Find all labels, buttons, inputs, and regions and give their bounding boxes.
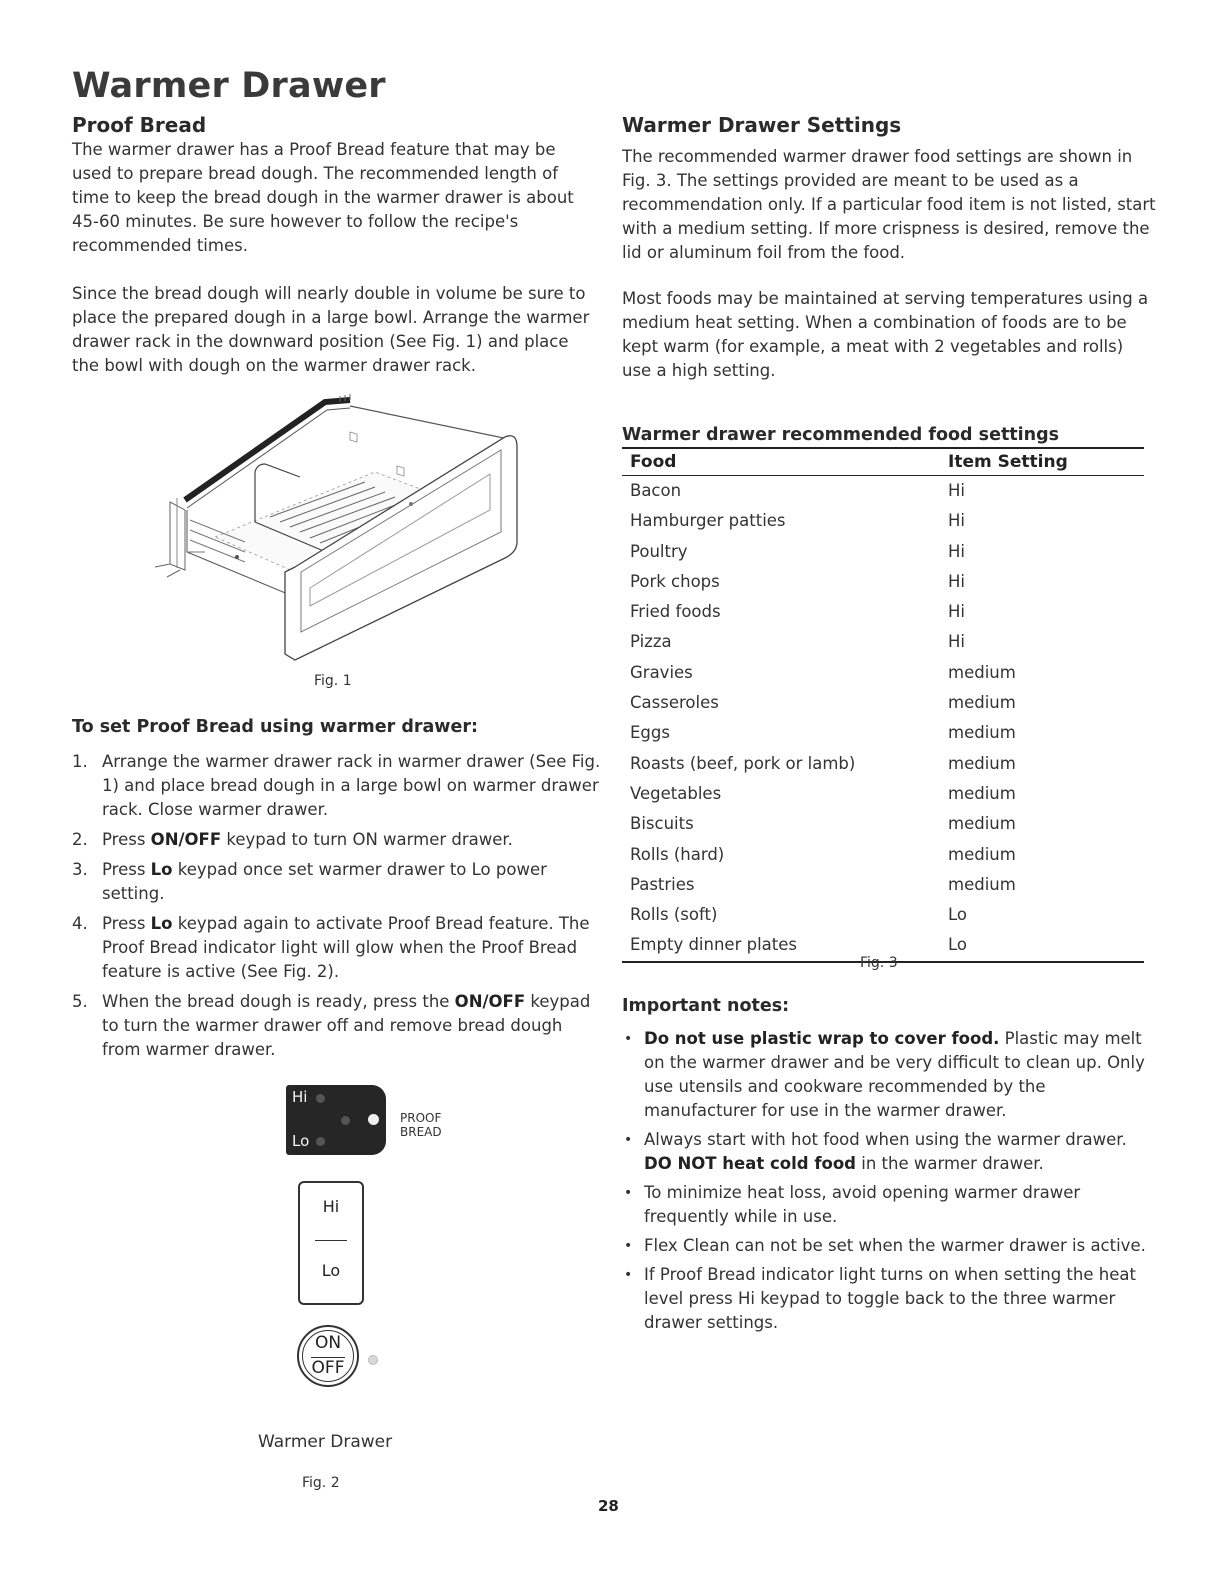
table-row: Casseroles medium [630,693,1016,713]
note-item: • Flex Clean can not be set when the warmer drawer is active. [624,1236,1146,1255]
settings-paragraph-2: Most foods may be maintained at serving temperatures using a medium heat setting. When a combination of foods are to be kept warm (for example, a meat with 2 vegetables and rolls) use a high setting. [622,289,1149,380]
step-item: 4. Press Lo keypad again to activate Proof Bread feature. The Proof Bread indicator light will glow when the Proof Bread feature is active (See Fig. 2). [72,914,590,981]
table-row: Rolls (hard) medium [630,844,1016,864]
fig1-caption: Fig. 1 [314,673,352,689]
proof-bread-indicator-light [368,1114,379,1125]
proof-bread-paragraph-2: Since the bread dough will nearly double in volume be sure to place the prepared dough in a large bowl. Arrange the warmer drawer rack in the downward position (See Fig. 1) and place the bowl with dough on the warmer drawer rack. [72,284,590,375]
table-row: Rolls (soft) Lo [630,905,967,925]
food-settings-table [622,425,1144,963]
table-header [622,449,1144,476]
set-proof-steps [72,750,602,1068]
table-row: Fried foods Hi [630,602,965,622]
note-item: • To minimize heat loss, avoid opening warmer drawer frequently while in use. [624,1183,1081,1226]
settings-heading: Warmer Drawer Settings [622,113,902,137]
panel-lo-label: Lo [292,1132,310,1150]
fig2-title: Warmer Drawer [258,1432,393,1452]
keypad-divider [315,1240,347,1241]
off-key-label: OFF [311,1358,345,1378]
table-row: Roasts (beef, pork or lamb) medium [630,753,1016,773]
set-proof-heading: To set Proof Bread using warmer drawer: [72,717,478,737]
table-row: Vegetables medium [630,783,1016,803]
lo-key-label: Lo [321,1261,341,1280]
notes-list [622,1027,1157,1340]
table-row: Bacon Hi [630,481,965,500]
warmer-drawer-illustration [145,392,530,662]
on-off-indicator-light [368,1355,378,1365]
col-food-header: Food [630,452,677,472]
note-item: • Always start with hot food when using the warmer drawer. DO NOT heat cold food in the warmer drawer. [624,1130,1127,1173]
proof-bread-label: PROOF BREAD [400,1111,442,1139]
col-setting-header: Item Setting [948,452,1068,472]
lo-indicator-light [316,1137,325,1146]
note-item: • Do not use plastic wrap to cover food. Plastic may melt on the warmer drawer and be very difficult to clean up. Only use utensils and cookware recommended by the manufacturer for use in the warmer drawer. [624,1029,1145,1120]
table-row: Hamburger patties Hi [630,511,965,531]
table-row: Poultry Hi [630,541,965,561]
step-item: 2. Press ON/OFF keypad to turn ON warmer drawer. [72,830,513,849]
fig3-caption: Fig. 3 [860,955,898,971]
table-title: Warmer drawer recommended food settings [622,425,1144,449]
table-row: Pizza Hi [630,632,965,652]
hi-indicator-light [316,1094,325,1103]
table-row: Gravies medium [630,662,1016,682]
notes-heading: Important notes: [622,996,790,1016]
med-indicator-light [341,1116,350,1125]
note-item: • If Proof Bread indicator light turns on when setting the heat level press Hi keypad to toggle back to the three warmer drawer settings. [624,1265,1136,1332]
hi-key-label: Hi [322,1197,340,1216]
on-key-label: ON [314,1333,342,1353]
panel-hi-label: Hi [292,1088,308,1106]
table-row: Biscuits medium [630,814,1016,834]
proof-bread-heading: Proof Bread [72,113,207,137]
hi-lo-keypad [298,1181,364,1305]
page-title: Warmer Drawer [72,66,386,106]
settings-paragraph-1: The recommended warmer drawer food settings are shown in Fig. 3. The settings provided are meant to be used as a recommendation only. If a particular food item is not listed, start with a medium setting. If more crispness is desired, remove the lid or aluminum foil from the food. [622,147,1156,262]
page-number: 28 [598,1497,619,1515]
step-item: 5. When the bread dough is ready, press the ON/OFF keypad to turn the warmer drawer off and remove bread dough from warmer drawer. [72,992,591,1059]
proof-bread-paragraph-1: The warmer drawer has a Proof Bread feature that may be used to prepare bread dough. The recommended length of time to keep the bread dough in the warmer drawer is about 45-60 minutes. Be sure however to follow the recipe's recommended times. [72,140,574,255]
table-row: Empty dinner plates Lo [622,930,1144,962]
table-row: Pastries medium [630,874,1016,894]
fig2-caption: Fig. 2 [302,1475,340,1491]
step-item: 1. Arrange the warmer drawer rack in warmer drawer (See Fig. 1) and place bread dough in a large bowl on warmer drawer rack. Close warmer drawer. [72,752,601,819]
on-off-keypad [297,1325,359,1387]
hi-lo-indicator-panel [286,1085,386,1155]
table-row: Eggs medium [630,723,1016,743]
step-item: 3. Press Lo keypad once set warmer drawer to Lo power setting. [72,860,547,903]
table-row: Pork chops Hi [630,571,965,591]
table-body [622,476,1144,963]
